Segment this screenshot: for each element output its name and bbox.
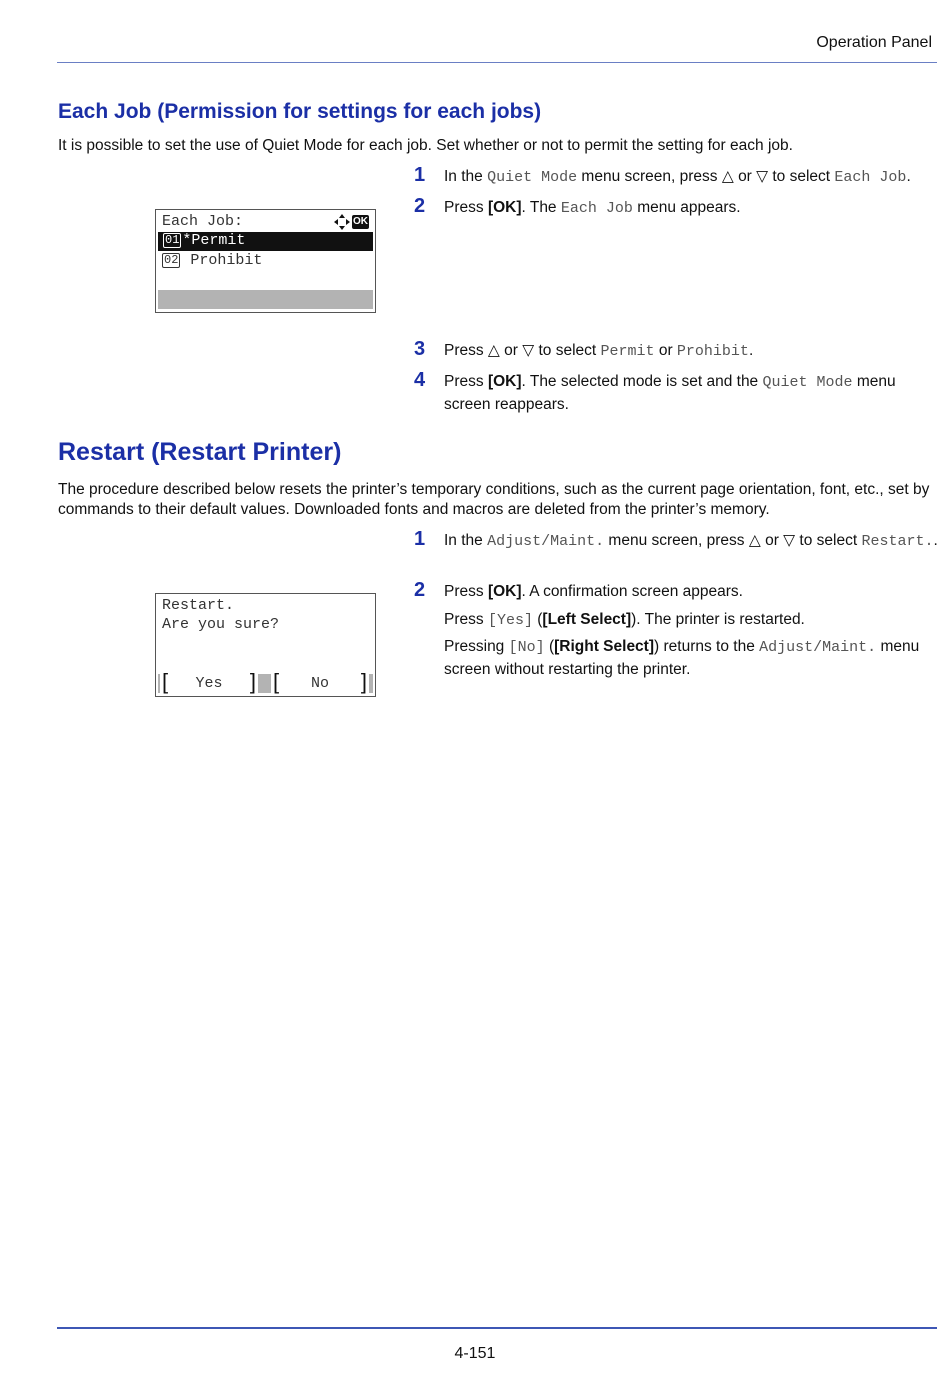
step-number: 1 xyxy=(414,164,426,186)
option-name: Prohibit xyxy=(676,343,749,360)
bracket-left-icon: [ xyxy=(273,669,280,694)
no-label: No xyxy=(310,675,329,692)
running-header: Operation Panel xyxy=(816,34,932,51)
bracket-right-icon: ] xyxy=(249,669,256,694)
step-number: 1 xyxy=(414,528,426,550)
menu-name: Restart. xyxy=(861,533,934,550)
step-number: 2 xyxy=(414,195,426,217)
yes-label: Yes xyxy=(195,675,223,692)
section-title-restart: Restart (Restart Printer) xyxy=(58,438,342,466)
restart-lcd-screen xyxy=(155,593,376,697)
lcd-item-prohibit[interactable] xyxy=(162,251,262,270)
menu-name: Quiet Mode xyxy=(762,374,853,391)
key-label: [Left Select] xyxy=(542,611,632,628)
key-label: [OK] xyxy=(487,583,522,600)
menu-name: Adjust/Maint. xyxy=(487,533,605,550)
key-label: [OK] xyxy=(487,373,522,390)
lcd-item-permit-highlight[interactable] xyxy=(158,232,373,251)
step-number: 4 xyxy=(414,369,426,391)
menu-name: Quiet Mode xyxy=(487,169,578,186)
each-job-intro: It is possible to set the use of Quiet Mode for each job. Set whether or not to permit the setting for each job. xyxy=(58,137,793,154)
lcd-item-label: Prohibit xyxy=(181,252,263,269)
ok-icon: OK xyxy=(353,216,368,227)
step-number: 2 xyxy=(414,579,426,601)
footer-rule xyxy=(57,1327,937,1329)
restart-note-no: Pressing [No] ([Right Select]) returns to the Adjust/Maint. menu screen without restarting the printer. xyxy=(444,638,920,678)
lcd-title: Each Job: xyxy=(162,213,244,230)
lcd-line-confirm: Are you sure? xyxy=(162,616,280,633)
each-job-lcd-screen xyxy=(155,209,376,313)
item-number-badge: 02 xyxy=(164,253,179,267)
step-number: 3 xyxy=(414,338,426,360)
bracket-right-icon: ] xyxy=(360,669,367,694)
softkey-name: [No] xyxy=(508,639,545,656)
lcd-softkey-bar xyxy=(158,290,373,309)
page-number: 4-151 xyxy=(454,1345,496,1362)
header-rule xyxy=(57,62,937,63)
restart-intro: The procedure described below resets the printer’s temporary conditions, such as the current page orientation, font, etc., set by commands to their default values. Downloaded fonts and macros are deleted from the printer’s memory. xyxy=(58,481,930,518)
four-way-arrows-icon xyxy=(334,214,350,230)
softkey-name: [Yes] xyxy=(487,612,533,629)
yes-softkey[interactable] xyxy=(160,669,258,694)
section-title-each-job: Each Job (Permission for settings for each jobs) xyxy=(58,100,542,123)
bracket-left-icon: [ xyxy=(162,669,169,694)
option-name: Permit xyxy=(600,343,655,360)
menu-name: Each Job xyxy=(560,200,633,217)
menu-name: Each Job xyxy=(834,169,907,186)
lcd-line-restart: Restart. xyxy=(162,597,235,614)
key-label: [OK] xyxy=(487,199,522,216)
restart-note-yes: Press [Yes] ([Left Select]). The printer is restarted. xyxy=(444,611,805,629)
menu-name: Adjust/Maint. xyxy=(759,639,877,656)
key-label: [Right Select] xyxy=(554,638,655,655)
item-number-badge: 01 xyxy=(165,233,180,247)
no-softkey[interactable] xyxy=(271,669,369,694)
lcd-item-label: *Permit xyxy=(182,232,246,249)
